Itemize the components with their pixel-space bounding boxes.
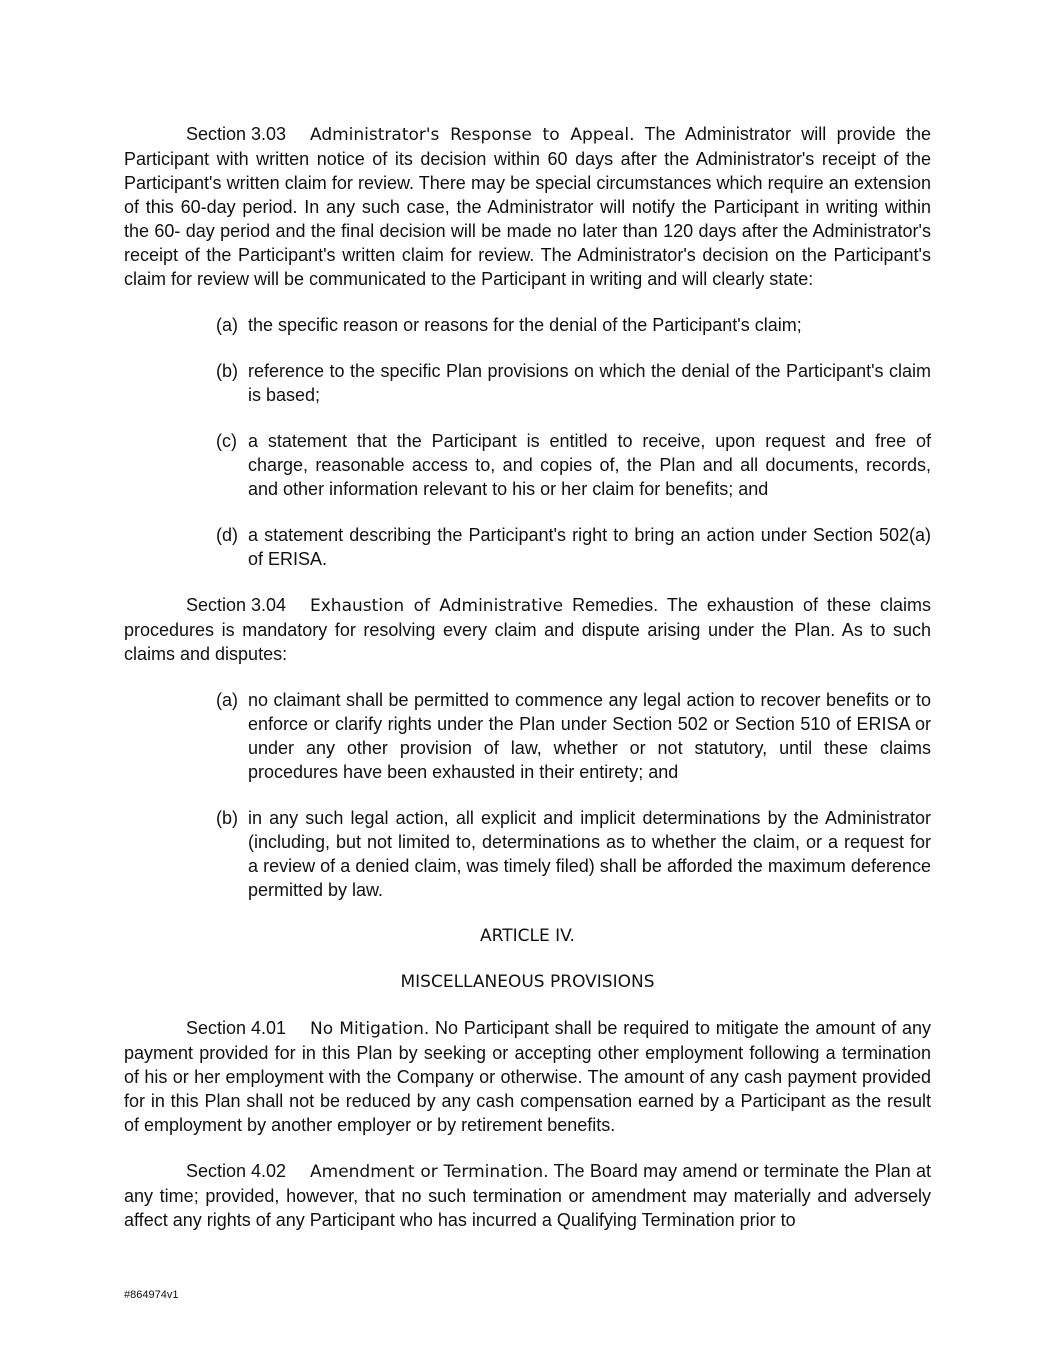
section-3-03 <box>124 122 931 291</box>
list-item <box>216 688 931 784</box>
section-title: Amendment or Termination. <box>310 1162 549 1182</box>
list-item <box>216 313 931 337</box>
list-item-text: the specific reason or reasons for the denial of the Participant's claim; <box>248 315 802 335</box>
list-item-text: in any such legal action, all explicit and implicit determinations by the Administrator (including, but not limited to, determinations as to whether the claim, or a request for a review of a denied claim, was timely filed) shall be afforded the maximum deference permitted by law. <box>248 808 931 900</box>
list-item-label: (a) <box>216 690 238 710</box>
section-title: Administrator's Response to Appeal. <box>310 125 635 145</box>
section-number: Section 4.01 <box>186 1018 287 1038</box>
section-body: The Administrator will provide the Participant with written notice of its decision within 60 days after the Administrator's receipt of the Participant's written claim for review. There may be special circumstances which require an extension of this 60-day period. In any such case, the Administrator will notify the Participant in writing within the 60- day period and the final decision will be made no later than 120 days after the Administrator's receipt of the Participant's written claim for review. The Administrator's decision on the Participant's claim for review will be communicated to the Participant in writing and will clearly state: <box>124 124 931 289</box>
section-body: Remedies. The exhaustion of these claims procedures is mandatory for resolving every claim and dispute arising under the Plan. As to such claims and disputes: <box>124 595 931 664</box>
section-4-01 <box>124 1016 931 1137</box>
article-number: ARTICLE IV. <box>480 926 575 946</box>
section-3-04 <box>124 593 931 666</box>
section-number: Section 3.04 <box>186 595 287 615</box>
section-title: No Mitigation. <box>310 1019 430 1039</box>
list-item-text: reference to the specific Plan provisions on which the denial of the Participant's claim is based; <box>248 361 931 405</box>
list-item <box>216 806 931 902</box>
document-id: #864974v1 <box>124 1289 179 1301</box>
section-body: No Participant shall be required to mitigate the amount of any payment provided for in this Plan by seeking or accepting other employment following a termination of his or her employment with the Company or otherwise. The amount of any cash payment provided for in this Plan shall not be reduced by any cash compensation earned by a Participant as the result of employment by another employer or by retirement benefits. <box>124 1018 931 1135</box>
list-item-label: (b) <box>216 361 238 381</box>
section-number: Section 4.02 <box>186 1161 287 1181</box>
article-title: MISCELLANEOUS PROVISIONS <box>400 972 655 992</box>
list-item <box>216 523 931 571</box>
list-item-label: (a) <box>216 315 238 335</box>
section-title: Exhaustion of Administrative <box>310 596 564 616</box>
list-item-label: (b) <box>216 808 238 828</box>
list-item-text: no claimant shall be permitted to commence any legal action to recover benefits or to enforce or clarify rights under the Plan under Section 502 or Section 510 of ERISA or under any other provision of law, whether or not statutory, until these claims procedures have been exhausted in their entirety; and <box>248 690 931 782</box>
list-item-text: a statement that the Participant is entitled to receive, upon request and free of charge, reasonable access to, and copies of, the Plan and all documents, records, and other information relevant to his or her claim for benefits; and <box>248 431 931 499</box>
section-number: Section 3.03 <box>186 124 287 144</box>
list-item <box>216 429 931 501</box>
document-page <box>124 122 931 1254</box>
section-body: The Board may amend or terminate the Plan at any time; provided, however, that no such termination or amendment may materially and adversely affect any rights of any Participant who has incurred a Qualifying Termination prior to <box>124 1161 932 1230</box>
list-item-label: (d) <box>216 525 238 545</box>
list-item-label: (c) <box>216 431 237 451</box>
section-4-02 <box>124 1159 931 1232</box>
list-item <box>216 359 931 407</box>
list-item-text: a statement describing the Participant's right to bring an action under Section 502(a) of ERISA. <box>248 525 931 569</box>
